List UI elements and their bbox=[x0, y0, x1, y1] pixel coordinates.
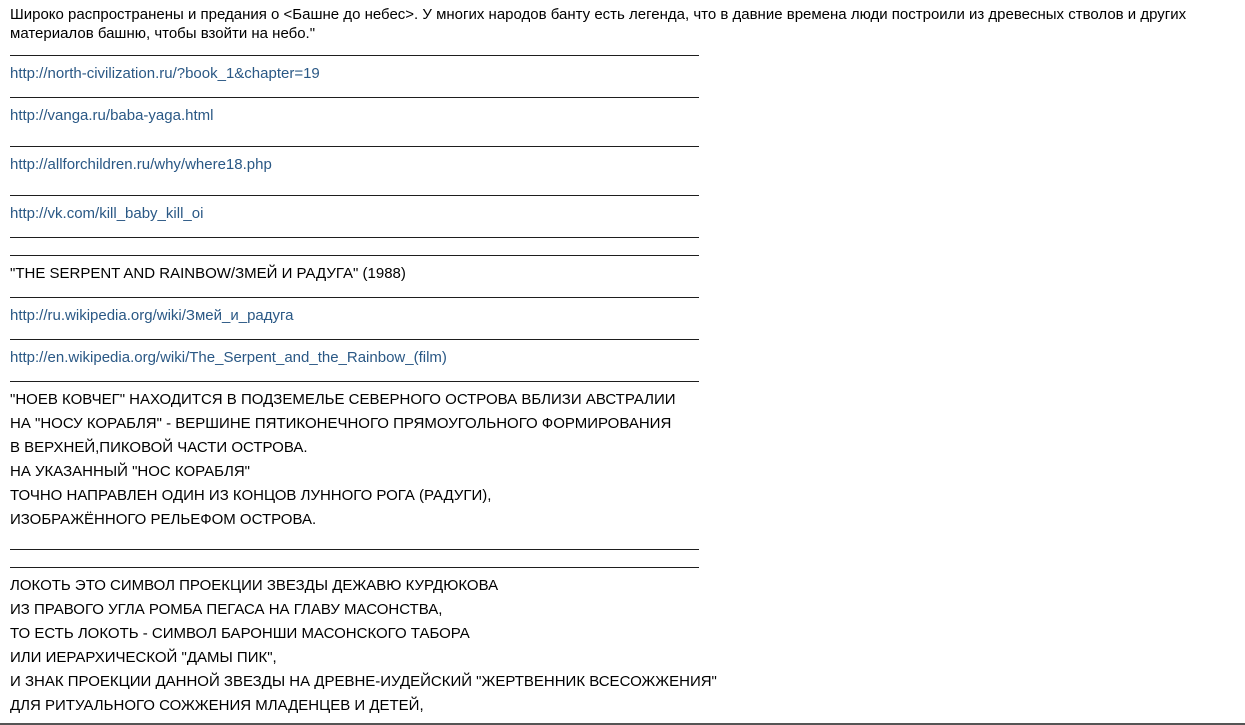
ark-text-line: "НОЕВ КОВЧЕГ" НАХОДИТСЯ В ПОДЗЕМЕЛЬЕ СЕВЕРНОГО ОСТРОВА ВБЛИЗИ АВСТРАЛИИ bbox=[10, 391, 676, 408]
intro-paragraph: Широко распространены и предания о <Башне до небес>. У многих народов банту есть легенда, что в давние времена люди построили из древесных стволов и других материалов башню, чтобы взойти на небо." bbox=[10, 6, 1187, 42]
separator-line bbox=[10, 55, 699, 56]
link-ru-wikipedia[interactable]: http://ru.wikipedia.org/wiki/Змей_и_радуга bbox=[10, 307, 294, 324]
elbow-text-line: ИЗ ПРАВОГО УГЛА РОМБА ПЕГАСА НА ГЛАВУ МАСОНСТВА, bbox=[10, 601, 443, 618]
separator-line bbox=[10, 146, 699, 147]
separator-line bbox=[10, 381, 699, 382]
separator-line bbox=[10, 237, 699, 238]
link-allforchildren[interactable]: http://allforchildren.ru/why/where18.php bbox=[10, 156, 272, 173]
ark-text-line: В ВЕРХНЕЙ,ПИКОВОЙ ЧАСТИ ОСТРОВА. bbox=[10, 439, 308, 456]
elbow-text-line: ИЛИ ИЕРАРХИЧЕСКОЙ "ДАМЫ ПИК", bbox=[10, 649, 277, 666]
separator-line bbox=[10, 549, 699, 550]
separator-line bbox=[10, 339, 699, 340]
ark-text-line: ТОЧНО НАПРАВЛЕН ОДИН ИЗ КОНЦОВ ЛУННОГО РОГА (РАДУГИ), bbox=[10, 487, 492, 504]
elbow-text-line: И ЗНАК ПРОЕКЦИИ ДАННОЙ ЗВЕЗДЫ НА ДРЕВНЕ-ИУДЕЙСКИЙ "ЖЕРТВЕННИК ВСЕСОЖЖЕНИЯ" bbox=[10, 673, 717, 690]
film-title: "THE SERPENT AND RAINBOW/ЗМЕЙ И РАДУГА" (1988) bbox=[10, 265, 406, 282]
elbow-text-line: ТО ЕСТЬ ЛОКОТЬ - СИМВОЛ БАРОНШИ МАСОНСКОГО ТАБОРА bbox=[10, 625, 470, 642]
separator-line bbox=[10, 97, 699, 98]
separator-line bbox=[10, 255, 699, 256]
separator-line bbox=[10, 567, 699, 568]
link-en-wikipedia[interactable]: http://en.wikipedia.org/wiki/The_Serpent_and_the_Rainbow_(film) bbox=[10, 349, 447, 366]
link-vanga[interactable]: http://vanga.ru/baba-yaga.html bbox=[10, 107, 214, 124]
ark-text-line: ИЗОБРАЖЁННОГО РЕЛЬЕФОМ ОСТРОВА. bbox=[10, 511, 317, 528]
ark-text-line: НА УКАЗАННЫЙ "НОС КОРАБЛЯ" bbox=[10, 463, 250, 480]
separator-line bbox=[10, 297, 699, 298]
elbow-text-line: ДЛЯ РИТУАЛЬНОГО СОЖЖЕНИЯ МЛАДЕНЦЕВ И ДЕТЕЙ, bbox=[10, 697, 424, 714]
elbow-text-line: ЛОКОТЬ ЭТО СИМВОЛ ПРОЕКЦИИ ЗВЕЗДЫ ДЕЖАВЮ КУРДЮКОВА bbox=[10, 577, 499, 594]
link-vk[interactable]: http://vk.com/kill_baby_kill_oi bbox=[10, 205, 204, 222]
ark-text-line: НА "НОСУ КОРАБЛЯ" - ВЕРШИНЕ ПЯТИКОНЕЧНОГО ПРЯМОУГОЛЬНОГО ФОРМИРОВАНИЯ bbox=[10, 415, 672, 432]
link-north-civilization[interactable]: http://north-civilization.ru/?book_1&chapter=19 bbox=[10, 65, 320, 82]
separator-line bbox=[10, 195, 699, 196]
